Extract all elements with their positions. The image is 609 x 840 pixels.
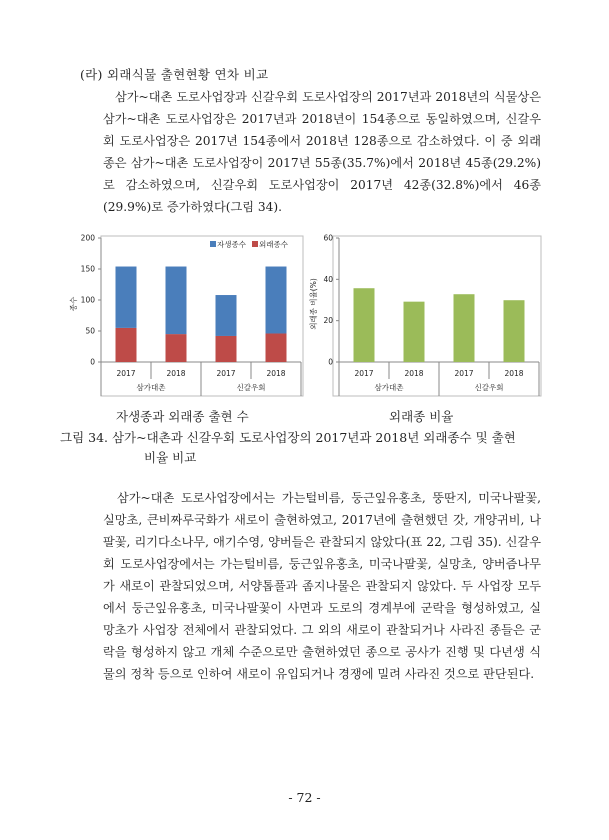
figure-caption-line2: 비율 비교 bbox=[144, 450, 197, 465]
bar-native bbox=[216, 295, 237, 336]
chart-alien-ratio bbox=[306, 232, 546, 404]
bar-alien bbox=[116, 328, 137, 362]
x-category-label: 2018 bbox=[266, 369, 286, 378]
chart-species-count bbox=[68, 232, 308, 404]
x-category-label: 2017 bbox=[454, 369, 474, 378]
bar-alien bbox=[266, 333, 287, 362]
chart-alien-ratio-svg bbox=[306, 232, 546, 404]
paragraph-intro: 삼가~대촌 도로사업장과 신갈우회 도로사업장의 2017년과 2018년의 식물상은 삼가~대촌 도로사업장은 2017년과 2018년이 154종으로 동일하였으며, 신갈우회 도로사업장은 2017년 154종에서 2018년 128종으로 감소하였다. 이 중 외래종은 삼가~대촌 도로사업장이 2017년 55종(35.7%)에서 2018년 45종(29.2%)로 감소하였으며, 신갈우회 도로사업장이 2017년 42종(32.8%)에서 46종(29.9%)로 증가하였다(그림 34). bbox=[103, 90, 541, 214]
y-tick-label: 150 bbox=[80, 264, 95, 274]
x-group-label: 삼가대촌 bbox=[136, 383, 166, 392]
paragraph-detail: 삼가~대촌 도로사업장에서는 가는털비름, 둥근잎유홍초, 뚱딴지, 미국나팔꽃, 실망초, 큰비짜루국화가 새로이 출현하였고, 2017년에 출현했던 갓, 개양귀비, 나팔꽃, 리기다소나무, 애기수영, 양버들은 관찰되지 않았다(표 22, 그림 35). 신갈우회 도로사업장에서는 가는털비름, 둥근잎유홍초, 미국나팔꽃, 실망초, 양버즘나무가 새로이 관찰되었으며, 서양톱풀과 좀지나물은 관찰되지 않았다. 두 사업장 모두에서 둥근잎유홍초, 미국나팔꽃이 사면과 도로의 경계부에 군락을 형성하였고, 실망초가 사업장 전체에서 관찰되었다. 그 외의 새로이 관찰되거나 사라진 종들은 군락을 형성하지 않고 개체 수준으로만 출현하였던 종으로 공사가 진행 및 다년생 식물의 정착 등으로 인하여 새로이 유입되거나 경쟁에 밀려 사라진 것으로 판단된다. bbox=[103, 491, 541, 681]
y-axis-label: 종수 bbox=[69, 296, 78, 312]
subtitle-right: 외래종 비율 bbox=[389, 409, 454, 424]
x-category-label: 2018 bbox=[504, 369, 524, 378]
subtitle-left: 자생종과 외래종 출현 수 bbox=[116, 409, 249, 424]
page-number: - 72 - bbox=[288, 790, 321, 805]
bar-alien-ratio bbox=[354, 288, 375, 362]
legend-swatch-native bbox=[210, 241, 216, 247]
x-group-label: 신갈우회 bbox=[474, 383, 504, 392]
x-category-label: 2017 bbox=[116, 369, 136, 378]
bar-alien bbox=[166, 334, 187, 362]
bar-alien-ratio bbox=[454, 294, 475, 362]
y-tick-label: 0 bbox=[328, 357, 333, 367]
bar-native bbox=[166, 267, 187, 335]
bar-alien-ratio bbox=[404, 302, 425, 362]
x-category-label: 2018 bbox=[166, 369, 186, 378]
y-tick-label: 60 bbox=[323, 233, 333, 243]
x-category-label: 2017 bbox=[354, 369, 374, 378]
y-tick-label: 20 bbox=[323, 316, 333, 326]
y-tick-label: 50 bbox=[85, 326, 95, 336]
legend-label-native: 자생종수 bbox=[217, 240, 246, 249]
bar-native bbox=[266, 267, 287, 334]
bar-alien bbox=[216, 336, 237, 362]
figure-caption-line1: 그림 34. 삼가~대촌과 신갈우회 도로사업장의 2017년과 2018년 외래종수 및 출현 bbox=[60, 430, 516, 445]
x-category-label: 2018 bbox=[404, 369, 424, 378]
y-tick-label: 100 bbox=[80, 295, 95, 305]
x-category-label: 2017 bbox=[216, 369, 236, 378]
bar-native bbox=[116, 267, 137, 328]
legend-label-alien: 외래종수 bbox=[259, 240, 288, 249]
x-group-label: 삼가대촌 bbox=[374, 383, 404, 392]
section-heading: (라) 외래식물 출현현황 연차 비교 bbox=[80, 67, 269, 82]
y-axis-label: 외래종 비율(%) bbox=[309, 278, 318, 330]
y-tick-label: 40 bbox=[323, 274, 333, 284]
chart-species-count-svg bbox=[68, 232, 308, 404]
y-tick-label: 200 bbox=[80, 233, 95, 243]
legend-swatch-alien bbox=[252, 241, 258, 247]
y-tick-label: 0 bbox=[90, 357, 95, 367]
bar-alien-ratio bbox=[504, 300, 525, 362]
figure-caption bbox=[60, 428, 544, 468]
x-group-label: 신갈우회 bbox=[236, 383, 266, 392]
